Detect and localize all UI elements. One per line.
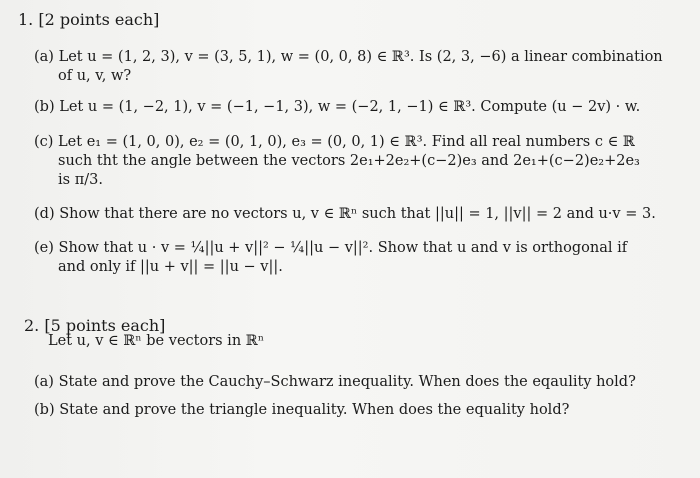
part-d-line-1 xyxy=(34,205,656,224)
part-e-label: (e) xyxy=(34,240,54,256)
problem-1-header: 1. [2 points each] xyxy=(18,10,160,29)
problem-2-intro: Let u, v ∈ ℝⁿ be vectors in ℝⁿ xyxy=(48,333,265,349)
part-b-text-1: Let u = (1, −2, 1), v = (−1, −1, 3), w = (−2, 1, −1) ∈ ℝ³. Compute (u − 2v) · w. xyxy=(59,99,641,115)
problem-2-part-a xyxy=(34,373,636,392)
problem-2-header: 2. [5 points each] xyxy=(24,316,166,335)
part-a-line-1 xyxy=(34,48,663,67)
part-d-label: (d) xyxy=(34,206,55,222)
part-c-line-1 xyxy=(34,133,640,152)
problem-1-part-a xyxy=(34,48,663,86)
p2-part-a-label: (a) xyxy=(34,374,54,390)
part-e-text-2: and only if ||u + v|| = ||u − v||. xyxy=(58,259,283,275)
part-d-text-1: Show that there are no vectors u, v ∈ ℝⁿ such that ||u|| = 1, ||v|| = 2 and u·v = 3. xyxy=(59,206,656,222)
part-c-text-3: is π/3. xyxy=(58,172,103,188)
part-b-line-1 xyxy=(34,98,640,117)
part-b-label: (b) xyxy=(34,99,55,115)
part-a-text-2: of u, v, w? xyxy=(58,68,132,84)
part-a-label: (a) xyxy=(34,49,54,65)
part-a-text-1: Let u = (1, 2, 3), v = (3, 5, 1), w = (0, 0, 8) ∈ ℝ³. Is (2, 3, −6) a linear combination xyxy=(58,49,663,65)
p2-part-b-label: (b) xyxy=(34,402,55,418)
problem-1-part-e xyxy=(34,239,627,277)
problem-1-part-b xyxy=(34,98,640,117)
part-c-text-2: such tht the angle between the vectors 2e₁+2e₂+(c−2)e₃ and 2e₁+(c−2)e₂+2e₃ xyxy=(58,153,640,169)
problem-2-part-b xyxy=(34,401,569,420)
p2-part-b-line-1 xyxy=(34,401,569,420)
part-c-text-1: Let e₁ = (1, 0, 0), e₂ = (0, 1, 0), e₃ = (0, 0, 1) ∈ ℝ³. Find all real numbers c ∈ ℝ xyxy=(58,134,635,150)
p2-part-b-text-1: State and prove the triangle inequality. When does the equality hold? xyxy=(59,402,570,418)
problem-1-part-d xyxy=(34,205,656,224)
p2-part-a-text-1: State and prove the Cauchy–Schwarz inequality. When does the eqaulity hold? xyxy=(58,374,636,390)
problem-1-part-c xyxy=(34,133,640,190)
part-c-label: (c) xyxy=(34,134,54,150)
part-e-text-1: Show that u · v = ¼||u + v||² − ¼||u − v||². Show that u and v is orthogonal if xyxy=(58,240,628,256)
p2-part-a-line-1 xyxy=(34,373,636,392)
part-e-line-1 xyxy=(34,239,627,258)
